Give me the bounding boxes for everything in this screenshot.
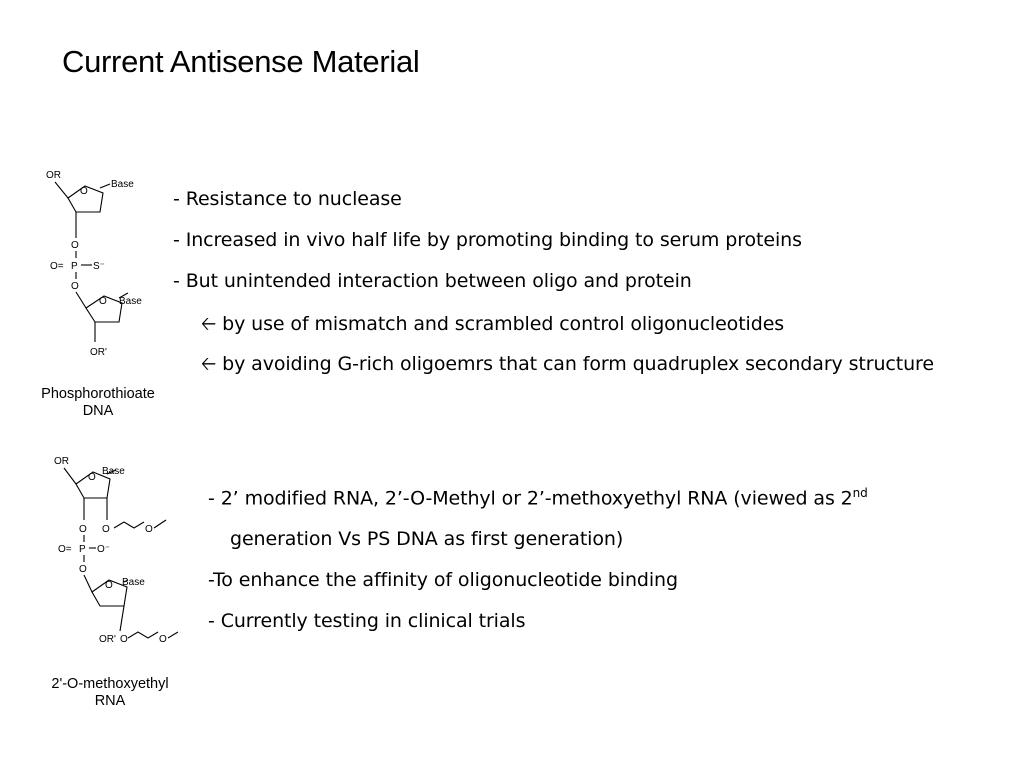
structure-caption-phosphorothioate: Phosphorothioate DNA	[41, 386, 155, 419]
svg-text:P: P	[79, 544, 86, 555]
svg-text:O: O	[79, 524, 87, 535]
bullet-enhance-affinity: -To enhance the affinity of oligonucleotide binding	[208, 569, 678, 591]
svg-text:O=: O=	[58, 544, 72, 555]
svg-text:O=: O=	[50, 261, 64, 272]
bullet-2-modified-rna: - 2’ modified RNA, 2’-O-Methyl or 2’-methoxyethyl RNA (viewed as 2nd	[208, 486, 868, 510]
svg-text:Base: Base	[122, 577, 145, 588]
svg-text:O⁻: O⁻	[97, 544, 111, 555]
svg-text:O: O	[80, 186, 88, 197]
svg-text:OR': OR'	[90, 347, 107, 358]
svg-text:Base: Base	[111, 179, 134, 190]
bullet-resistance: - Resistance to nuclease	[173, 188, 402, 210]
svg-text:O: O	[105, 580, 113, 591]
bullet-unintended-interaction: - But unintended interaction between oligo and protein	[173, 270, 692, 292]
svg-text:O: O	[71, 240, 79, 251]
structure-caption-methoxyethyl: 2'-O-methoxyethyl RNA	[51, 676, 169, 709]
bullet-mismatch-control: 🡠 by use of mismatch and scrambled control oligonucleotides	[189, 313, 785, 335]
bullet-g-rich: 🡠 by avoiding G-rich oligoemrs that can form quadruplex secondary structure	[189, 353, 934, 375]
svg-text:P: P	[71, 261, 78, 272]
svg-text:O: O	[79, 564, 87, 575]
svg-text:S⁻: S⁻	[93, 261, 105, 272]
bullet-2-modified-rna-continued: generation Vs PS DNA as first generation)	[230, 528, 624, 550]
svg-text:O: O	[88, 472, 96, 483]
bullet-clinical-trials: - Currently testing in clinical trials	[208, 610, 526, 632]
svg-text:O: O	[159, 634, 167, 645]
svg-text:O: O	[71, 281, 79, 292]
svg-text:O: O	[99, 296, 107, 307]
phosphorothioate-dna-structure	[40, 160, 180, 380]
svg-text:OR: OR	[46, 170, 61, 181]
methoxyethyl-rna-structure	[52, 450, 192, 650]
svg-text:O: O	[120, 634, 128, 645]
slide-title: Current Antisense Material	[62, 44, 420, 79]
svg-text:O: O	[102, 524, 110, 535]
svg-text:OR: OR	[54, 456, 69, 467]
svg-text:Base: Base	[102, 466, 125, 477]
bullet-half-life: - Increased in vivo half life by promoting binding to serum proteins	[173, 229, 802, 251]
svg-text:O: O	[145, 524, 153, 535]
svg-text:OR': OR'	[99, 634, 116, 645]
svg-text:Base: Base	[119, 296, 142, 307]
